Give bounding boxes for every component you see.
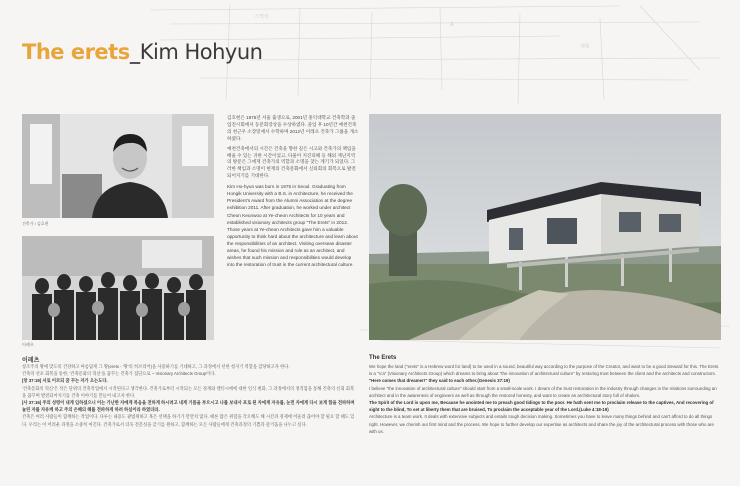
bio-korean-2: 예천건축에서의 시간은 건축을 향한 깊은 시고와 건축가의 책임을 배울 수 있는 귀한 시간이었고, 다물어 지진피해 등 해외 재난지역의 방문은 그에게 건축가의 역할과 소명을 찾는 계기가 되었다. 그러한 책임과 소명이 현재의 건축문화에서 신뢰회의 회복으로 발전되어지기를 기대한다. xyxy=(227,145,356,179)
title-separator: _ xyxy=(129,40,140,64)
bio-english: Kim Ho-hyun was born in 1975 in Seoul. Graduating from Hongik University with a B.S. in Architecture, he received the President's Award from the Alumni Association at the degree exhibition 2011. After graduation, he worked under architect Cheon Keunwoo at Ye-cheon Architects for 10 years and established visionary architects group "The Erets" in 2012. Those years at Ye-cheon Architects gave him a valuable opportunity to think hard about the architecture and learn about the responsibilities of an architect. Visiting overseas disaster areas, he found his mission and role as an architect, and wishes that such mission and responsibilities would develop into the restoration of trust in the current architectural culture. xyxy=(227,184,358,268)
page-title xyxy=(22,40,262,64)
korean-paragraph: 창조주의 땅에 맞도록 건강하고 아름답게 그 땅(erets - '땅'의 히브리어)을 사용하기를 기대하고, 그 과정에서 선한 청지기 역할을 감당하고자 한다. xyxy=(22,364,290,369)
architect-bio xyxy=(227,115,359,271)
house-photo xyxy=(369,114,721,340)
korean-paragraph: 건축은 여러 사람들이 함께하는 작업이다. 다루는 내용도 광범위하고 혹은 선택을 하기가 만만치 않다. 때론 많은 위험을 각오해도 해 시간과 경제에 어울려 끊어야 할 필요 할 때도 있다. 우리는 이 어려운 과정을 소중히 여긴다. 건축가로서 더욱 전문성을 갖기를 원하고, 함께하는 모든 사람들에게 건축과정의 기쁨과 즐거움을 나누고 싶다. xyxy=(22,414,355,427)
korean-quote: [사 37:16] 주의 성령이 내게 임하셨으니 이는 가난한 자에게 복음을 전하게 하시려고 내게 기름을 부으시고 나를 보내사 포로 된 자에게 자유를, 눈먼 자에게 다시 보게 함을 전파하며 눌린 자를 자유케 하고 주의 은혜의 해를 전파하게 하려 하심이라 하였더라. xyxy=(22,400,355,413)
portrait-caption: 건축가 / 김호현 xyxy=(22,221,49,226)
group-caption: 이레츠 xyxy=(22,342,34,347)
korean-paragraph: '건축문화의 혁신'은 작은 단위의 건축작업에서 시작된다고 생각한다. 건축가로부터 시작되는 모든 경계와 멘티시에에 대한 인식 변화, 그 과정에서의 정직함을 통해 건축의 신뢰 회복을 꿈꾸며 발전되어지기를 건축 이야기를 만들어 내고자 한다. xyxy=(22,385,355,398)
korean-section-body xyxy=(22,363,358,428)
svg-text:A: A xyxy=(450,22,454,28)
english-section-body xyxy=(369,363,721,435)
korean-paragraph: 건축의 선포 회복을 통한, '건축문화의 혁신'을 꿈꾸는 건축가 집단으로 ~ Visionary Architects Group이다. xyxy=(22,371,216,377)
title-accent: The erets xyxy=(22,40,130,64)
svg-text:스케치: 스케치 xyxy=(254,14,269,20)
english-paragraph: We hope the land ("erets" is a Hebrew word for land) to be used in a sound, beautiful way according to the purpose of the Creator, and want to be a good steward for this. The Erets is a "V.a" (Visionary Architects Group) which dreams to bring about "the innovation of architectural culture" by restoring trust between the client and the architects and constructors. xyxy=(369,364,719,377)
english-quote: "Here comes that dreamer!" they said to each other.(Genesis 37:19) xyxy=(369,378,510,384)
title-name: Kim Hohyun xyxy=(139,40,263,64)
english-quote: The Spirit of the Lord is upon me, Because he anointed me to preach good tidings to the poor. He hath sent me to proclaim release to the captives, And recovering of sight to the blind, To set at liberty them that are bruised, To proclaim the acceptable year of the Lord.(Luke 4:18-19) xyxy=(369,400,714,413)
architect-portrait-photo xyxy=(22,114,214,218)
korean-quote: [창 37:19] 서로 이르되 꿈 꾸는 자가 오는도다. xyxy=(22,378,108,384)
english-paragraph: I believe "the innovation of architectural culture" should start from a small-scale work. I dream of the trust restoration in the industry through changes in the relations surrounding an architect and in the awareness of engineers as well as through the restored honesty, and want to create an architectural story full of shalom. xyxy=(369,385,717,398)
bio-korean: 김호현은 1975년 서울 출생으로, 2001년 홍익대학교 건축학과 졸업전시회에서 동문회장상을 수상하였다. 졸업 후 10년간 예천건축의 천근우 소장밑에서 수학하며 2012년 이레츠 건축가 그룹을 개소하였다. xyxy=(227,115,359,141)
english-paragraph: Architecture is a team work. It deals with extensive subjects and entails tough decision making. Sometimes you have to leave many things behind and can't afford to do all things right. However, we cherish our first mind and the process. We hope to further develop our expertise as architects and share the joy of the architectural process with those who are with us. xyxy=(369,414,715,434)
korean-section-title: 이레츠 xyxy=(22,358,40,364)
team-group-photo xyxy=(22,236,214,340)
svg-text:계획: 계획 xyxy=(580,44,590,50)
english-section-title: The Erets xyxy=(369,355,397,361)
